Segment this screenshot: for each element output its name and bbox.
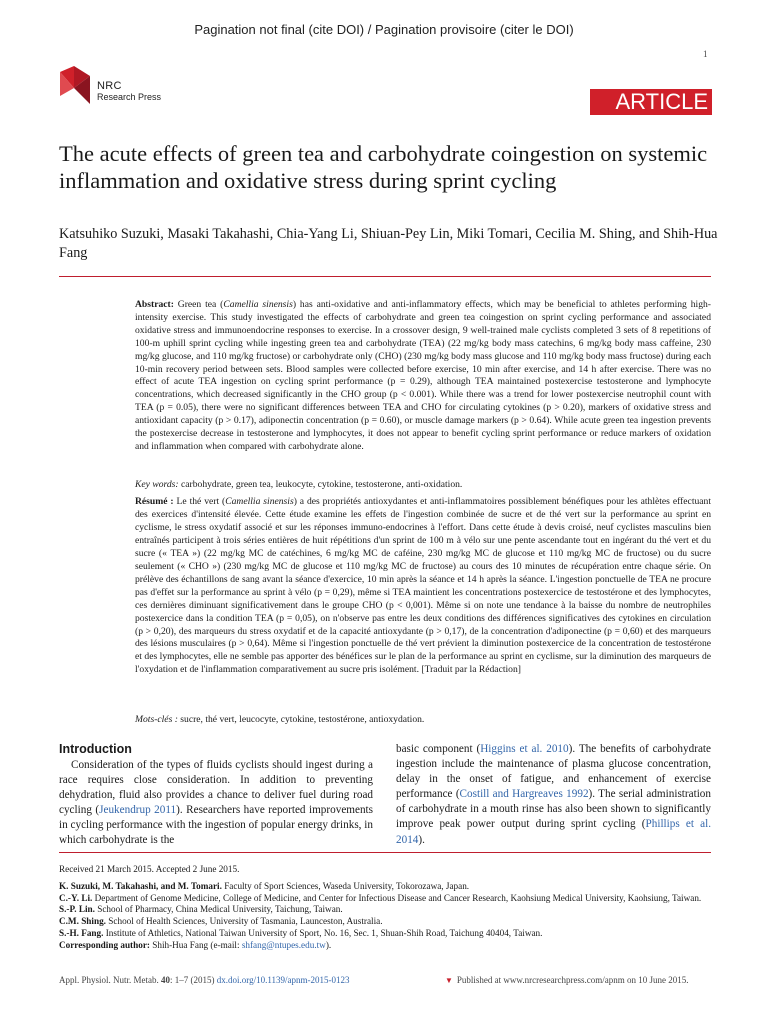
publication-note <box>445 975 689 985</box>
article-banner: ARTICLE <box>590 89 712 115</box>
publisher-tagline: Research Press <box>97 92 162 102</box>
intro-text: Consideration of the types of fluids cyclists should ingest during a race requires close consideration. In addition to preventing dehydration, fluid also provides a chance to deliver fuel during road cycling ( <box>59 759 373 817</box>
resume-label: Résumé : <box>135 496 174 507</box>
mots-cles-label: Mots-clés : <box>135 714 178 725</box>
affiliation-text: Faculty of Sport Sciences, Waseda University, Tokorozawa, Japan. <box>221 880 470 891</box>
received-dates: Received 21 March 2015. Accepted 2 June 2015. <box>59 864 240 874</box>
intro-paragraph-continued <box>396 742 711 848</box>
affiliation-text: School of Pharmacy, China Medical University, Taichung, Taiwan. <box>94 904 343 915</box>
journal-citation <box>59 975 350 985</box>
intro-text: ). Researchers have reported improvements in cycling performance with the ingestion of popular energy drinks, in which carbohydrate is the <box>59 804 374 847</box>
affiliation <box>59 916 719 928</box>
author-list: Katsuhiko Suzuki, Masaki Takahashi, Chia-Yang Li, Shiuan-Pey Lin, Miki Tomari, Cecilia M. Shing, and Shih-Hua Fang <box>59 226 718 261</box>
affiliation-names: K. Suzuki, M. Takahashi, and M. Tomari. <box>59 880 222 891</box>
resume-species: Camellia sinensis <box>225 496 294 507</box>
citation-link[interactable]: Higgins et al. 2010 <box>480 743 569 755</box>
abstract <box>135 299 711 454</box>
email-link[interactable]: shfang@ntupes.edu.tw <box>241 939 326 950</box>
pagination-note: Pagination not final (cite DOI) / Pagination provisoire (citer le DOI) <box>194 22 574 37</box>
abstract-species: Camellia sinensis <box>223 299 293 310</box>
doi-link[interactable]: dx.doi.org/10.1139/apnm-2015-0123 <box>216 975 350 985</box>
introduction-left-column <box>59 758 373 849</box>
intro-text: ). The benefits of carbohydrate ingestion include the maintenance of plasma glucose concentration, delay in the onset of fatigue, and enhancement of exercise performance ( <box>396 743 711 801</box>
keywords-text: carbohydrate, green tea, leukocyte, cytokine, testosterone, anti-oxidation. <box>178 479 463 490</box>
affiliation <box>59 928 719 940</box>
arrow-icon: ▼ <box>445 976 453 985</box>
affiliation <box>59 881 719 893</box>
corresponding-author <box>59 940 719 952</box>
keywords <box>135 478 711 491</box>
affiliation <box>59 893 719 905</box>
corresponding-text: Shih-Hua Fang (e-mail: <box>149 939 242 950</box>
publisher-logo <box>60 66 160 112</box>
introduction-heading: Introduction <box>59 742 132 756</box>
citation-volume: 40 <box>161 975 171 985</box>
resume <box>135 496 711 677</box>
abstract-lead: Green tea ( <box>177 299 224 310</box>
footnote-divider <box>59 852 711 853</box>
introduction-right-column <box>396 742 711 848</box>
affiliation-names: S.-P. Lin. <box>59 904 95 915</box>
keywords-label: Key words: <box>135 479 179 490</box>
corresponding-end: ). <box>325 939 332 950</box>
nrc-logo-icon <box>60 66 96 106</box>
affiliation-text: Department of Genome Medicine, College of Medicine, and Center for Infectious Disease and Cancer Research, Kaohsiung Medical University, Kaohsiung, Taiwan. <box>92 892 702 903</box>
footnotes <box>59 864 719 952</box>
affiliation-names: C.-Y. Li. <box>59 892 93 903</box>
citation-journal: Appl. Physiol. Nutr. Metab. <box>59 975 162 985</box>
citation-link[interactable]: Costill and Hargreaves 1992 <box>459 788 589 801</box>
published-text: Published at www.nrcresearchpress.com/apnm on 10 June 2015. <box>456 975 689 985</box>
publisher-name: NRC <box>97 80 122 92</box>
citation-link[interactable]: Jeukendrup 2011 <box>99 804 177 817</box>
title-divider <box>59 276 711 277</box>
paper-title: The acute effects of green tea and carbohydrate coingestion on systemic inflammation and oxidative stress during sprint cycling <box>59 141 708 193</box>
intro-text: basic component ( <box>396 743 481 755</box>
intro-text: ). <box>418 833 425 846</box>
abstract-body: ) has anti-oxidative and anti-inflammatory effects, which may be beneficial to athletes performing high-intensity exercise. This study investigated the effects of carbohydrate and green tea coingestion on sprint cycling performance and associated oxidative stress and immunoendocrine responses to exercise. In a crossover design, 9 well-trained male cyclists completed 3 sets of 8 repetitions of 100-m uphill sprint cycling while ingesting green tea and carbohydrate (TEA) (22 mg/kg body mass catechins, 6 mg/kg body mass caffeine, 230 mg/kg glucose, and 110 mg/kg fructose) or carbohydrate only (CHO) (230 mg/kg body mass glucose and 110 mg/kg body mass fructose) during each 10-min recovery period between sets. Blood samples were collected before exercise, 10 min after exercise, and 14 h after exercise. There was no effect of acute TEA ingestion on cycling sprint performance (p = 0.29), although TEA maintained postexercise testosterone and lymphocyte concentrations, which decreased significantly in the CHO group (p < 0.001). While there was a trend for lower postexercise neutrophil count with TEA (p = 0.05), there were no significant differences between TEA and CHO for circulating cytokines (p > 0.20), markers of oxidative stress and antioxidant capacity (p > 0.17), adiponectin concentration (p = 0.60), or muscle damage markers (p > 0.64). While acute green tea ingestion prevents the postexercise decrease in testosterone and lymphocytes, it does not appear to benefit cycling sprint performance or reduce markers of oxidation and inflammation when compared with carbohydrate alone. <box>135 299 711 452</box>
citation-pages: : 1–7 (2015) <box>170 975 217 985</box>
abstract-label: Abstract: <box>135 299 174 310</box>
affiliation-text: School of Health Sciences, University of Tasmania, Launceston, Australia. <box>105 916 383 927</box>
affiliation-names: S.-H. Fang. <box>59 927 104 938</box>
affiliation-text: Institute of Athletics, National Taiwan University of Sport, No. 16, Sec. 1, Shuan-Shih Road, Taichung 40404, Taiwan. <box>103 927 543 938</box>
intro-paragraph <box>59 758 373 849</box>
resume-lead: Le thé vert ( <box>173 496 226 507</box>
resume-body: ) a des propriétés antioxydantes et anti-inflammatoires possiblement bénéfiques pour les athlètes effectuant des exercices d'intensité élevée. Cette étude examine les effets de l'ingestion combinée de sucre et de thé vert sur la performance au sprint en cyclisme, le stress oxydatif associé et sur les réponses immuno-endocrines à l'effort. Dans cette étude à devis croisé, neuf cyclistes masculins bien entraînés participent à trois séries entières de huit répétitions d'un sprint de 100 m à vélo sur une pente ascendante tout en ingérant du thé vert et du sucre (« TEA ») (22 mg/kg MC de catéchines, 6 mg/kg MC de caféine, 230 mg/kg MC de glucose et 110 mg/kg MC de fructose) ou du sucre seulement (« CHO ») (230 mg/kg MC de glucose et 110 mg/kg MC de fructose) au cours des 10 minutes de récupération entre chaque série. On prélève des échantillons de sang avant la séance d'exercice, 10 min après la séance et 14 h après la séance. L'ingestion ponctuelle de TEA ne procure pas d'effet sur la performance au sprint à vélo (p = 0,29), même si TEA maintient les concentrations postexercice de testostérone et des lymphocytes, ces dernières diminuant significativement dans le groupe CHO (p < 0,001). Même si on note une tendance à la baisse du nombre de neutrophiles postexercice dans la condition TEA (p = 0,05), on n'observe pas entre les deux conditions des différences significatives des cytokines en circulation (p > 0,20), des marqueurs du stress oxydatif et de la capacité antioxydante (p > 0,17), de la concentration d'adiponectine (p = 0,60) et des marqueurs des lésions musculaires (p > 0,64). Même si l'ingestion ponctuelle de thé vert prévient la diminution postexercice de la concentration de testostérone et des lymphocytes, elle ne semble pas apporter des bénéfices sur le plan de la performance au sprint en cyclisme, sur la diminution des marqueurs de l'oxydation et de l'inflammation comparativement au sucre pris isolément. [Traduit par la Rédaction] <box>135 496 712 676</box>
citation-link[interactable]: Phillips et al. 2014 <box>396 818 712 846</box>
corresponding-label: Corresponding author: <box>59 939 150 950</box>
intro-text: ). The serial administration of carbohydrate in a mouth rinse has also been shown to significantly improve peak power output during sprint cycling ( <box>396 788 711 831</box>
page-number: 1 <box>703 49 708 59</box>
affiliation-names: C.M. Shing. <box>59 916 106 927</box>
mots-cles-text: sucre, thé vert, leucocyte, cytokine, testostérone, antioxydation. <box>177 714 425 725</box>
affiliation <box>59 904 719 916</box>
mots-cles <box>135 713 711 726</box>
